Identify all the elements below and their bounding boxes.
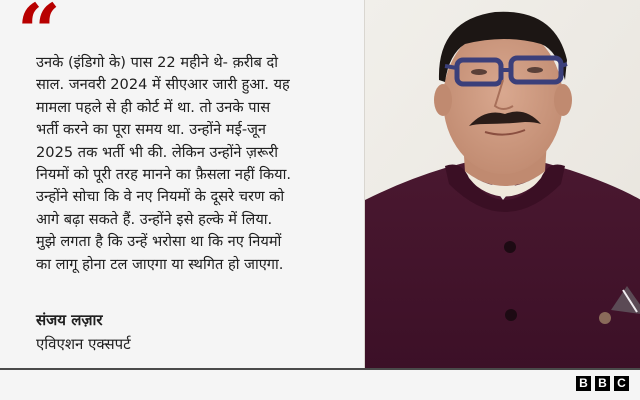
speaker-role: एविएशन एक्सपर्ट (36, 335, 131, 353)
quote-line: आगे बढ़ा सकते हैं. उन्होंने इसे हल्के में लिया. (36, 210, 273, 228)
quote-mark-icon: “ (17, 0, 57, 76)
quote-line: मुझे लगता है कि उन्हें भरोसा था कि नए नियमों (36, 233, 282, 251)
bbc-logo-letter: C (614, 376, 629, 391)
quote-line: उनके (इंडिगो के) पास 22 महीने थे- क़रीब दो (36, 54, 279, 71)
speaker-photo (364, 0, 640, 369)
quote-line: 2025 तक भर्ती भी की. लेकिन उन्होंने ज़रूरी (36, 143, 279, 161)
quote-line: का लागू होना टल जाएगा या स्थगित हो जाएगा. (36, 255, 284, 273)
quote-text (36, 52, 362, 276)
quote-line: साल. जनवरी 2024 में सीएआर जारी हुआ. यह (36, 76, 290, 94)
bbc-logo-letter: B (595, 376, 610, 391)
bbc-logo (576, 376, 629, 391)
quote-line: नियमों को पूरी तरह मानने का फ़ैसला नहीं किया. (36, 166, 292, 184)
quote-line: उन्होंने सोचा कि वे नए नियमों के दूसरे चरण को (36, 188, 285, 206)
bottom-divider (0, 368, 640, 370)
quote-line: मामला पहले से ही कोर्ट में था. तो उनके पास (36, 98, 271, 116)
portrait-illustration (365, 0, 640, 369)
bbc-logo-letter: B (576, 376, 591, 391)
quote-line: भर्ती करने का पूरा समय था. उन्होंने मई-जून (36, 121, 267, 139)
speaker-name: संजय लज़ार (36, 311, 103, 329)
